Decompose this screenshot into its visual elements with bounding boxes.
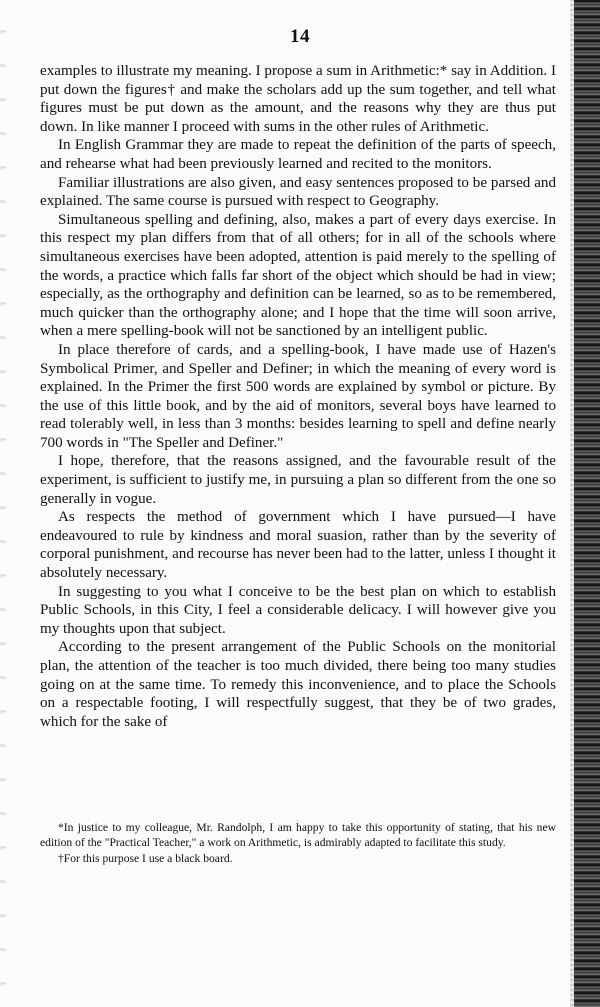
paragraph-5: In place therefore of cards, and a spelling-book, I have made use of Hazen's Symbolical Primer, and Speller and Definer; in which the meaning of every word is explained. In the Primer the first 500 words are explained by symbol or picture. By the use of this little book, and by the aid of monitors, several boys have learned to read tolerably well, in less than 3 months: besides learning to spell and define nearly 700 words in "The Speller and Definer." (40, 341, 556, 451)
paragraph-9: According to the present arrangement of the Public Schools on the monitorial plan, the attention of the teacher is too much divided, there being too many studies going on at the same time. To remedy this inconvenience, and to place the Schools on a respectable footing, I will respectfully suggest, that they be of two grades, which for the sake of (40, 639, 556, 730)
page-number: 14 (290, 26, 310, 47)
body-text (40, 62, 556, 731)
footnotes (40, 820, 556, 866)
paragraph-8: In suggesting to you what I conceive to be the best plan on which to establish Public Schools, in this City, I feel a considerable delicacy. I will however give you my thoughts upon that subject. (40, 583, 556, 637)
footnote-1: *In justice to my colleague, Mr. Randolph, I am happy to take this opportunity of stating, that his new edition of the "Practical Teacher," a work on Arithmetic, is admirably adapted to facilitate this study. (40, 821, 556, 850)
footnote-2: †For this purpose I use a black board. (58, 851, 233, 865)
paragraph-6: I hope, therefore, that the reasons assigned, and the favourable result of the experiment, is sufficient to justify me, in pursuing a plan so different from the one so generally in vogue. (40, 453, 556, 507)
paragraph-4: Simultaneous spelling and defining, also, makes a part of every days exercise. In this respect my plan differs from that of all others; for in all of the schools where simultaneous exercises have been adopted, attention is paid merely to the spelling of the words, a practice which falls far short of the object which should be had in view; especially, as the orthography and definition can be learned, so as to be remembered, much quicker than the orthography alone; and I hope that the time will soon arrive, when a mere spelling-book will not be sanctioned by an intelligent public. (40, 211, 556, 340)
paragraph-1: examples to illustrate my meaning. I propose a sum in Arithmetic:* say in Addition. I put down the figures† and make the scholars add up the sum together, and tell what figures must be put down as the amount, and the reasons why they are thus put down. In like manner I proceed with sums in the other rules of Arithmetic. (40, 63, 556, 135)
paragraph-2: In English Grammar they are made to repeat the definition of the parts of speech, and rehearse what had been previously learned and recited to the monitors. (40, 137, 556, 172)
paragraph-3: Familiar illustrations are also given, and easy sentences proposed to be parsed and explained. The same course is pursued with respect to Geography. (40, 174, 556, 210)
book-binding-edge (574, 0, 600, 1007)
page-left-edge (0, 0, 6, 1007)
paragraph-7: As respects the method of government which I have pursued—I have endeavoured to rule by kindness and moral suasion, rather than by the severity of corporal punishment, and recourse has never been had to the latter, unless I thought it absolutely necessary. (40, 509, 556, 582)
